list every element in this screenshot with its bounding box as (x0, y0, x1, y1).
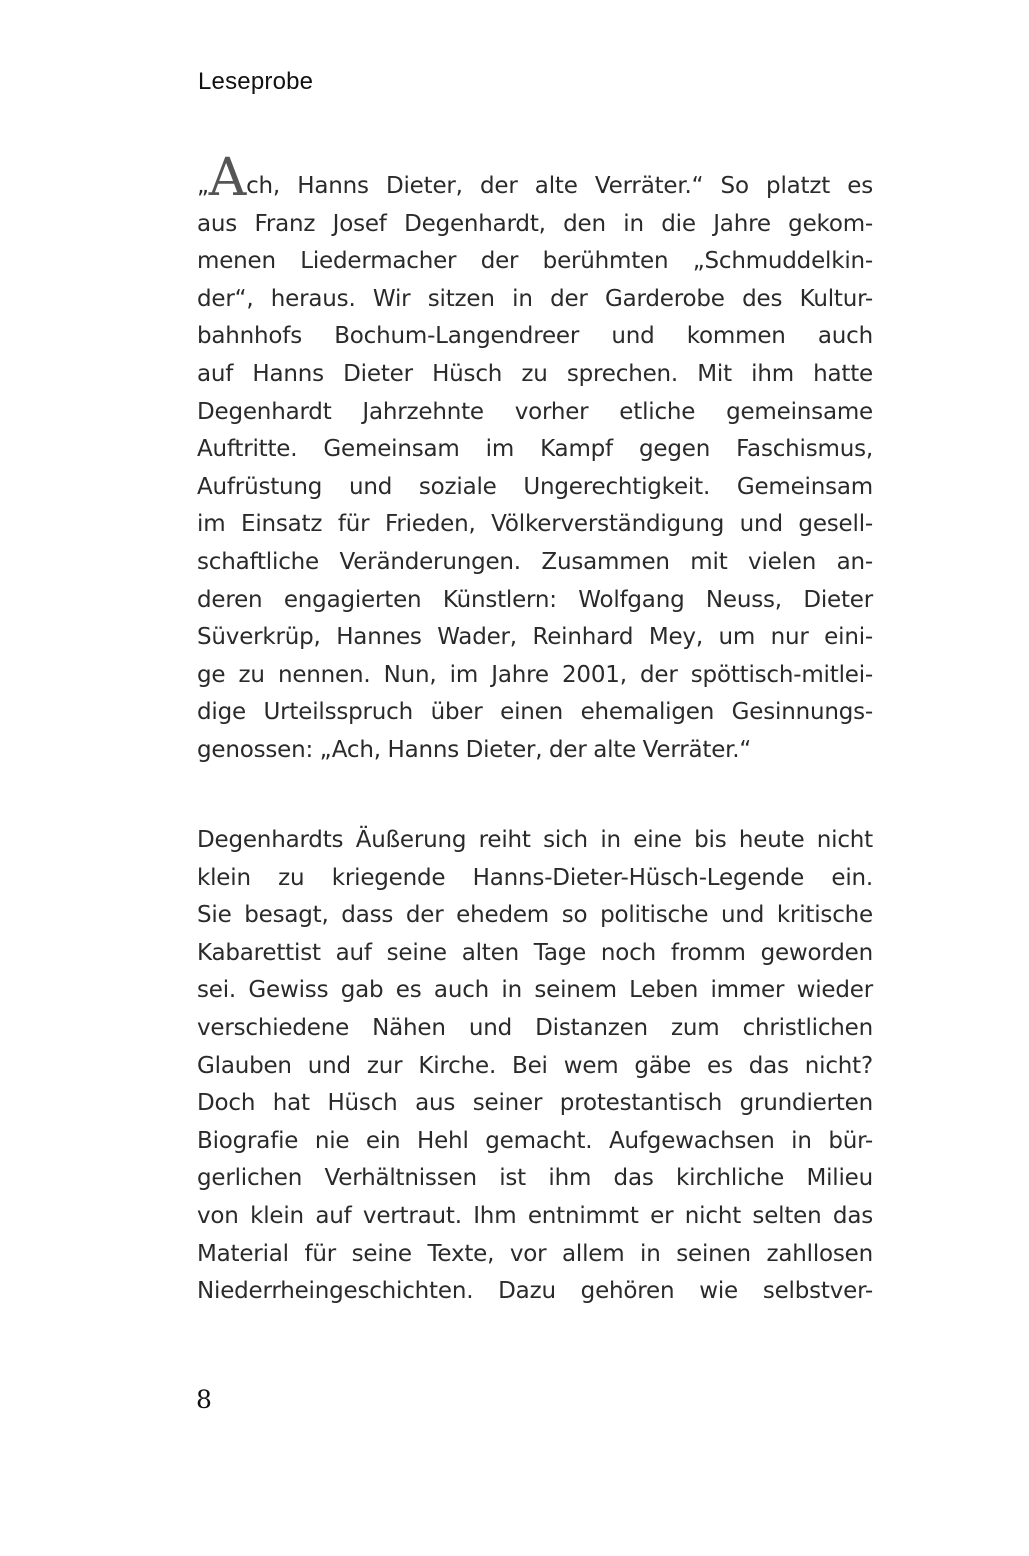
paragraph-1-line: Degenhardt Jahrzehnte vorher etliche gemeinsame (197, 398, 873, 425)
paragraph-2-line: verschiedene Nähen und Distanzen zum christlichen (197, 1014, 873, 1041)
paragraph-2-line: Kabarettist auf seine alten Tage noch fromm geworden (197, 939, 873, 966)
paragraph-1-line: bahnhofs Bochum-Langendreer und kommen auch (197, 323, 873, 350)
paragraph-1-line: Aufrüstung und soziale Ungerechtigkeit. Gemeinsam (197, 473, 873, 500)
paragraph-2-line: sei. Gewiss gab es auch in seinem Leben immer wieder (197, 977, 873, 1004)
paragraph-2-line: Glauben und zur Kirche. Bei wem gäbe es das nicht? (197, 1052, 873, 1079)
paragraph-2-line: Niederrheingeschichten. Dazu gehören wie selbstver- (197, 1278, 873, 1305)
paragraph-1-line: aus Franz Josef Degenhardt, den in die Jahre gekom- (197, 210, 873, 237)
paragraph-1-line: menen Liedermacher der berühmten „Schmuddelkin- (197, 248, 873, 275)
paragraph-2-line: Material für seine Texte, vor allem in seinen zahllosen (197, 1240, 873, 1267)
paragraph-2-line: klein zu kriegende Hanns-Dieter-Hüsch-Legende ein. (197, 864, 873, 891)
drop-cap: A (208, 148, 247, 208)
paragraph-1-line: schaftliche Veränderungen. Zusammen mit vielen an- (197, 548, 873, 575)
paragraph-1-line: ge zu nennen. Nun, im Jahre 2001, der spöttisch-mitlei- (197, 661, 873, 688)
paragraph-2-line: Sie besagt, dass der ehedem so politische und kritische (197, 902, 873, 929)
paragraph-1-line: Süverkrüp, Hannes Wader, Reinhard Mey, um nur eini- (197, 624, 873, 651)
paragraph-2-line: gerlichen Verhältnissen ist ihm das kirchliche Milieu (197, 1165, 873, 1192)
paragraph-1-line: im Einsatz für Frieden, Völkerverständigung und gesell- (197, 511, 873, 538)
paragraph-2-line: von klein auf vertraut. Ihm entnimmt er nicht selten das (197, 1202, 873, 1229)
paragraph-2 (197, 822, 873, 1311)
header-label: Leseprobe (198, 68, 314, 95)
paragraph-1-line: dige Urteilsspruch über einen ehemaligen Gesinnungs- (197, 699, 873, 726)
paragraph-2-line: Biografie nie ein Hehl gemacht. Aufgewachsen in bür- (197, 1127, 873, 1154)
paragraph-1-line: der“, heraus. Wir sitzen in der Garderobe des Kultur- (197, 285, 873, 312)
paragraph-1-line: auf Hanns Dieter Hüsch zu sprechen. Mit ihm hatte (197, 360, 873, 387)
paragraph-1-line: deren engagierten Künstlern: Wolfgang Neuss, Dieter (197, 586, 873, 613)
paragraph-1-line: Auftritte. Gemeinsam im Kampf gegen Faschismus, (197, 436, 873, 463)
paragraph-2-line: Doch hat Hüsch aus seiner protestantisch grundierten (197, 1090, 873, 1117)
paragraph-1-line: „Ach, Hanns Dieter, der alte Verräter.“ So platzt es (197, 148, 873, 208)
paragraph-1 (197, 148, 873, 770)
paragraph-1-line: genossen: „Ach, Hanns Dieter, der alte Verräter.“ (197, 736, 752, 763)
page-number: 8 (196, 1385, 212, 1414)
paragraph-2-line: Degenhardts Äußerung reiht sich in eine bis heute nicht (197, 827, 873, 853)
opening-quote: „ (197, 173, 209, 199)
